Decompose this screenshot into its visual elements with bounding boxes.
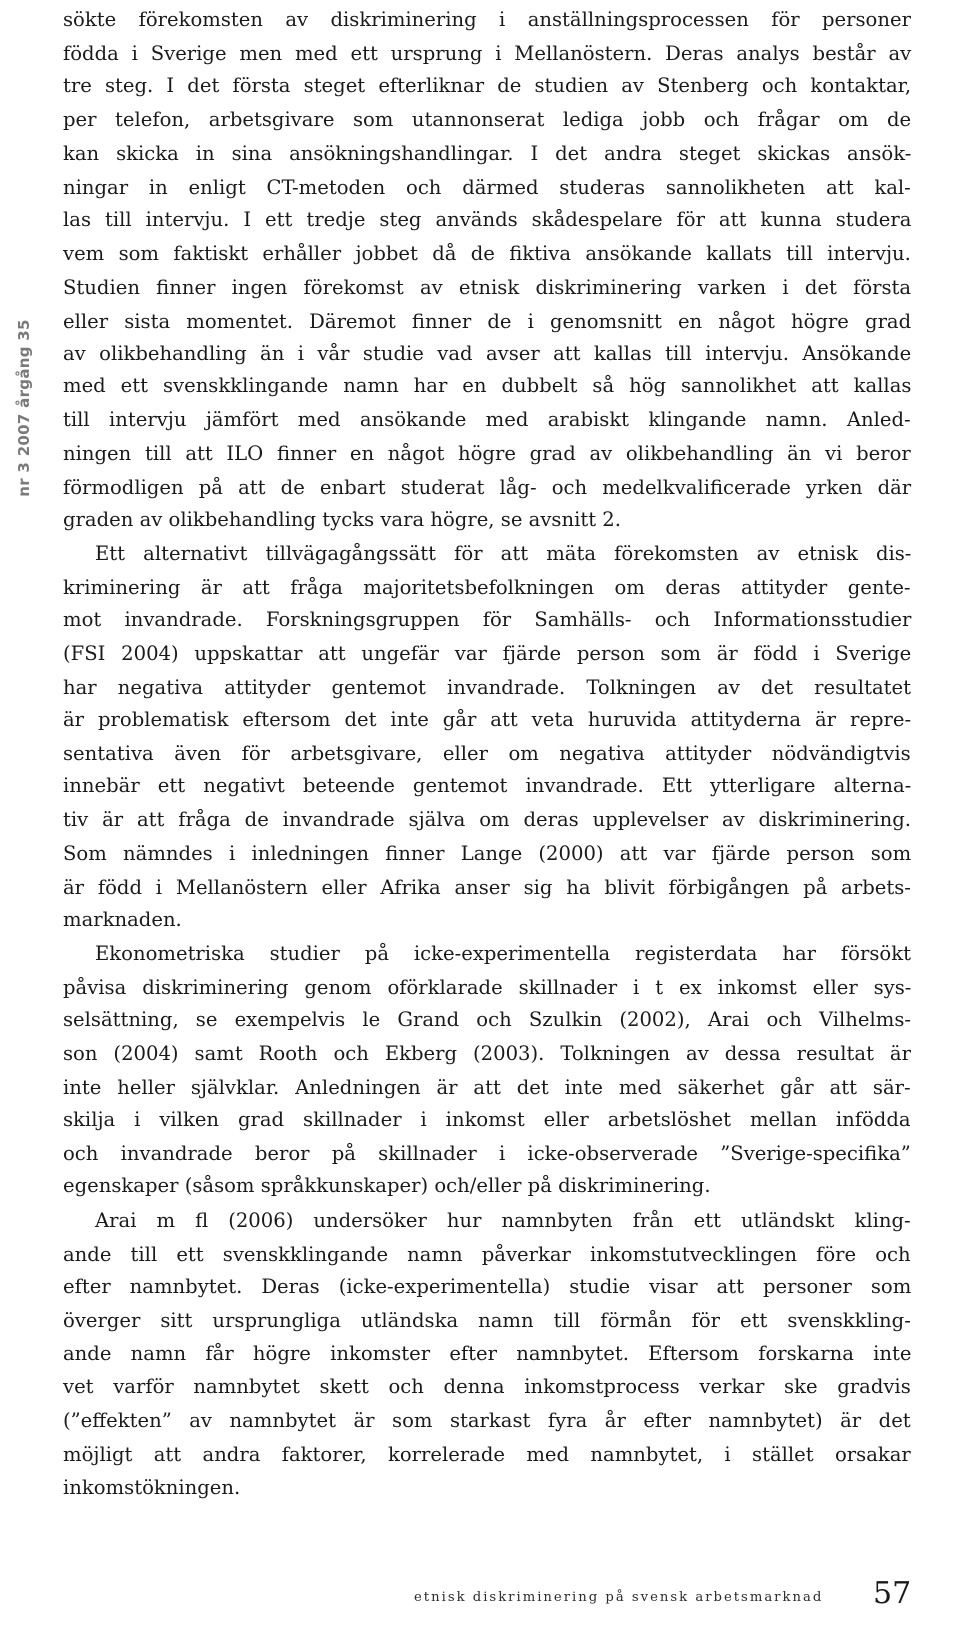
text-line: ningar in enligt CT-metoden och därmed studeras sannolikheten att kal-: [63, 176, 911, 199]
text-line: påvisa diskriminering genom oförklarade skillnader i t ex inkomst eller sys-: [63, 976, 912, 999]
text-line: tre steg. I det första steget efterliknar de studien av Stenberg och kontaktar,: [63, 74, 912, 97]
text-line: Som nämndes i inledningen finner Lange (2000) att var fjärde person som: [63, 842, 912, 865]
text-line: överger sitt ursprungliga utländska namn till förmån för ett svenskkling-: [63, 1309, 911, 1332]
text-line: kriminering är att fråga majoritetsbefolkningen om deras attityder gente-: [63, 576, 911, 599]
text-line: ande namn får högre inkomster efter namnbytet. Eftersom forskarna inte: [63, 1342, 912, 1365]
text-line: graden av olikbehandling tycks vara högre, se avsnitt 2.: [63, 508, 622, 531]
text-line: marknaden.: [63, 908, 182, 931]
text-line: skilja i vilken grad skillnader i inkomst eller arbetslöshet mellan infödda: [63, 1108, 911, 1131]
text-line: (”effekten” av namnbytet är som starkast fyra år efter namnbytet) är det: [63, 1409, 911, 1432]
text-line: (FSI 2004) uppskattar att ungefär var fjärde person som är född i Sverige: [63, 642, 912, 665]
text-line: ningen till att ILO finner en något högre grad av olikbehandling än vi beror: [63, 442, 911, 465]
text-line: inkomstökningen.: [63, 1476, 241, 1499]
text-line: mot invandrade. Forskningsgruppen för Samhälls- och Informationsstudier: [63, 608, 912, 631]
text-line: av olikbehandling än i vår studie vad avser att kallas till intervju. Ansökande: [63, 342, 912, 365]
text-line: vet varför namnbytet skett och denna inkomstprocess verkar ske gradvis: [63, 1375, 911, 1398]
side-journal-label: [6, 319, 42, 497]
text-line: och invandrade beror på skillnader i icke-observerade ”Sverige-specifika”: [63, 1142, 911, 1165]
text-line: till intervju jämfört med ansökande med arabiskt klingande namn. Anled-: [63, 408, 911, 431]
text-line: möjligt att andra faktorer, korrelerade med namnbytet, i stället orsakar: [63, 1443, 911, 1466]
text-line: med ett svenskklingande namn har en dubbelt så hög sannolikhet att kallas: [63, 374, 912, 397]
text-line: per telefon, arbetsgivare som utannonserat lediga jobb och frågar om de: [63, 108, 912, 131]
text-line: vem som faktiskt erhåller jobbet då de fiktiva ansökande kallats till intervju.: [63, 242, 911, 265]
text-line: födda i Sverige men med ett ursprung i Mellanöstern. Deras analys består av: [63, 42, 912, 65]
text-line: är problematisk eftersom det inte går att veta huruvida attityderna är repre-: [63, 708, 912, 731]
text-line: sentativa även för arbetsgivare, eller om negativa attityder nödvändigtvis: [63, 742, 911, 765]
page-number: 57: [873, 1576, 912, 1611]
text-line: las till intervju. I ett tredje steg används skådespelare för att kunna studera: [63, 208, 912, 231]
text-line: har negativa attityder gentemot invandrade. Tolkningen av det resultatet: [63, 676, 911, 699]
text-line: förmodligen på att de enbart studerat låg- och medelkvalificerade yrken där: [63, 476, 912, 499]
text-line: selsättning, se exempelvis le Grand och Szulkin (2002), Arai och Vilhelms-: [63, 1008, 912, 1031]
text-line: sökte förekomsten av diskriminering i anställningsprocessen för personer: [63, 8, 911, 31]
text-line: Arai m fl (2006) undersöker hur namnbyten från ett utländskt kling-: [95, 1209, 911, 1232]
text-line: ande till ett svenskklingande namn påverkar inkomstutvecklingen före och: [63, 1243, 911, 1266]
text-line: Ekonometriska studier på icke-experimentella registerdata har försökt: [95, 942, 911, 965]
text-line: efter namnbytet. Deras (icke-experimentella) studie visar att personer som: [63, 1275, 912, 1298]
text-line: är född i Mellanöstern eller Afrika anser sig ha blivit förbigången på arbets-: [63, 876, 911, 899]
text-line: Studien finner ingen förekomst av etnisk diskriminering varken i det första: [63, 276, 912, 299]
text-line: egenskaper (såsom språkkunskaper) och/eller på diskriminering.: [63, 1174, 711, 1197]
text-line: tiv är att fråga de invandrade själva om deras upplevelser av diskriminering.: [63, 808, 912, 831]
text-line: innebär ett negativt beteende gentemot invandrade. Ett ytterligare alterna-: [63, 774, 912, 797]
text-line: son (2004) samt Rooth och Ekberg (2003). Tolkningen av dessa resultat är: [63, 1042, 911, 1065]
journal-issue-text: nr 3 2007 årgång 35: [15, 319, 33, 497]
text-line: eller sista momentet. Däremot finner de i genomsnitt en något högre grad: [63, 310, 912, 333]
text-line: Ett alternativt tillvägagångssätt för att mäta förekomsten av etnisk dis-: [95, 542, 912, 565]
text-line: kan skicka in sina ansökningshandlingar. I det andra steget skickas ansök-: [63, 142, 912, 165]
text-line: inte heller självklar. Anledningen är att det inte med säkerhet går att sär-: [63, 1076, 911, 1099]
running-footer: etnisk diskriminering på svensk arbetsmarknad: [414, 1590, 824, 1605]
